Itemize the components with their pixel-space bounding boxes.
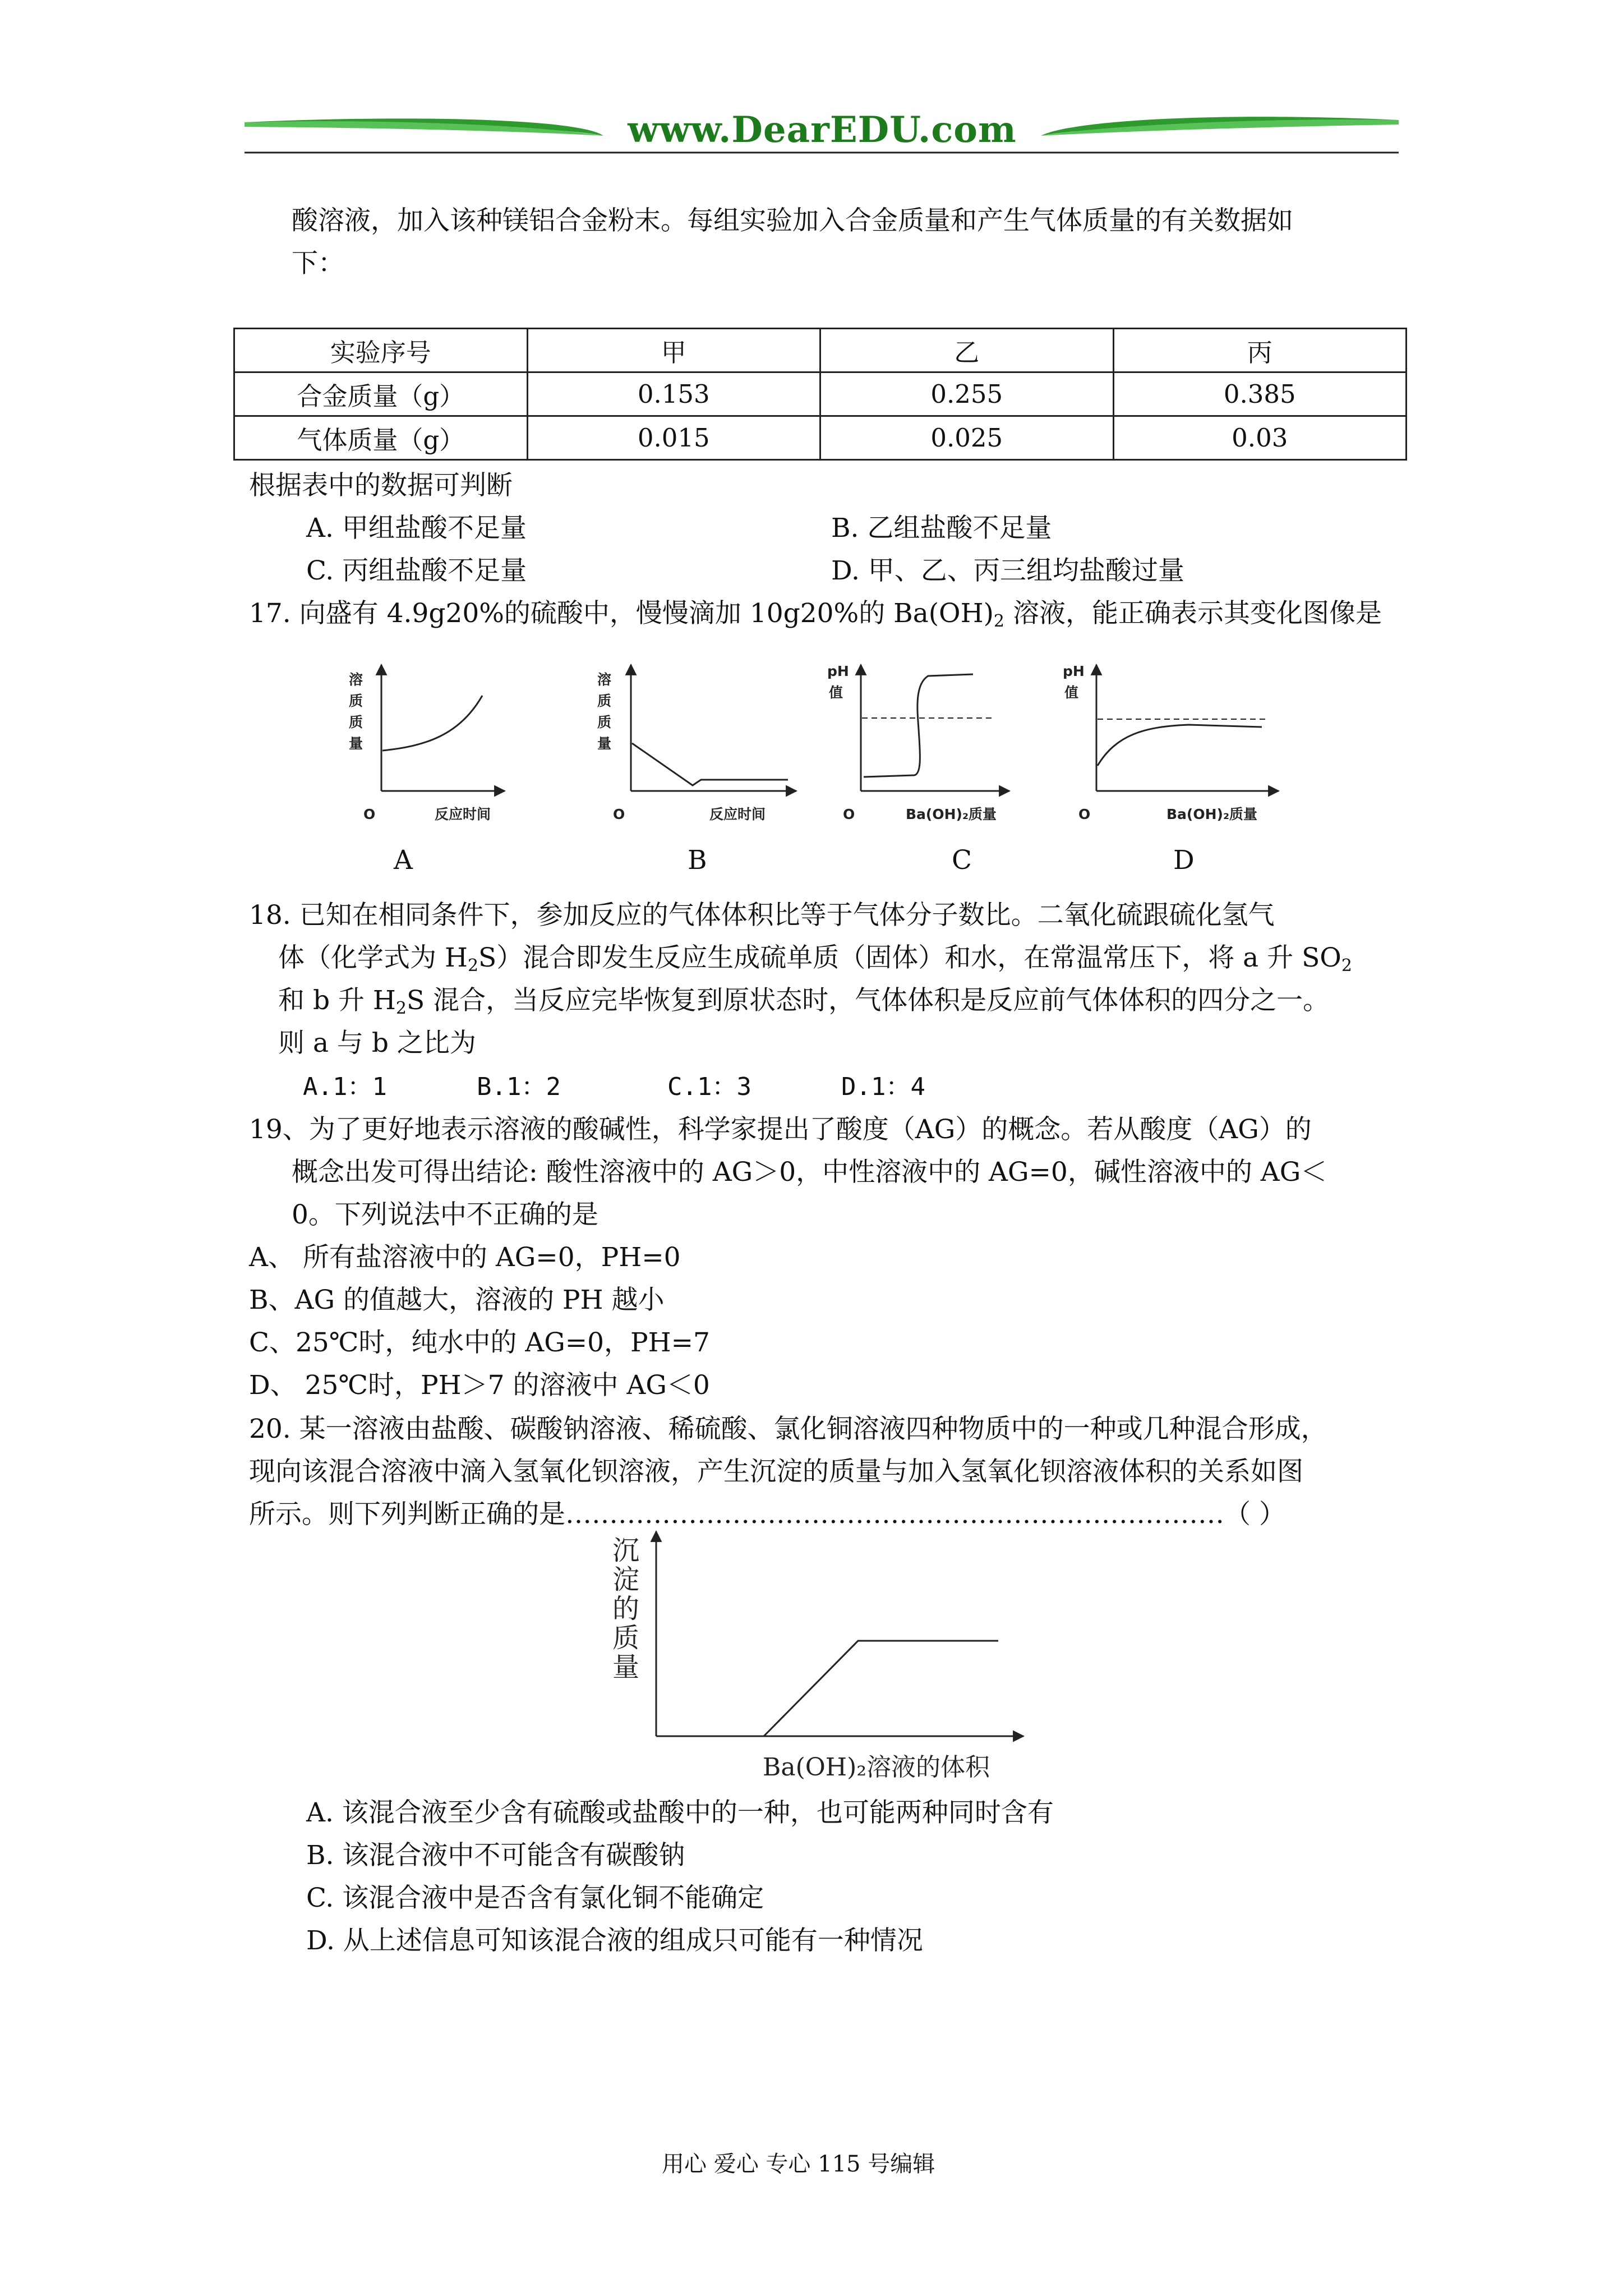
table-cell: 0.025 xyxy=(820,416,1114,460)
graph-d-ylabel-ph: pH xyxy=(1063,663,1085,679)
q18-line-3a: 和 b 升 H xyxy=(278,985,396,1016)
q17-stem-post: 溶液，能正确表示其变化图像是 xyxy=(1004,598,1382,629)
table-row xyxy=(234,372,1407,416)
graph-a-ylabel: 溶质质量 xyxy=(349,671,363,752)
table-header-row xyxy=(234,329,1407,372)
graph-d-curve xyxy=(1098,725,1262,766)
header-banner xyxy=(245,107,1399,157)
graph-d xyxy=(1063,663,1279,822)
q18-line-3b: S 混合，当反应完毕恢复到原状态时，气体体积是反应前气体体积的四分之一。 xyxy=(407,985,1330,1016)
q17-stem-pre: 17. 向盛有 4.9g20%的硫酸中，慢慢滴加 10g20%的 Ba(OH) xyxy=(249,598,994,629)
q19-option-c: C、25℃时，纯水中的 AG=0，PH=7 xyxy=(249,1327,710,1358)
q17-graphs xyxy=(314,651,1324,886)
q19-line-2: 概念出发可得出结论: 酸性溶液中的 AG＞0，中性溶液中的 AG=0，碱性溶液中的 AG＜ xyxy=(292,1157,1327,1188)
table-row xyxy=(234,416,1407,460)
q20-line-3: 所示。则下列判断正确的是…………………………………………………………………（ ） xyxy=(249,1499,1285,1530)
graph-a-origin: O xyxy=(363,806,376,822)
q16-stem: 根据表中的数据可判断 xyxy=(249,470,513,501)
intro-line-2: 下： xyxy=(292,248,344,279)
q18-line-1: 18. 已知在相同条件下，参加反应的气体体积比等于气体分子数比。二氧化硫跟硫化氢气 xyxy=(249,900,1275,931)
graph-d-origin: O xyxy=(1078,806,1091,822)
q20-graph xyxy=(600,1520,1049,1784)
table-cell: 0.153 xyxy=(527,372,820,416)
q20-line-1: 20. 某一溶液由盐酸、碳酸钠溶液、稀硫酸、氯化铜溶液四种物质中的一种或几种混合形成， xyxy=(249,1414,1327,1444)
q16-option-a: A. 甲组盐酸不足量 xyxy=(306,513,527,544)
q18-line-4: 则 a 与 b 之比为 xyxy=(278,1028,476,1059)
data-table xyxy=(233,328,1407,461)
q16-option-c: C. 丙组盐酸不足量 xyxy=(306,555,527,586)
graph-d-letter: D xyxy=(1173,845,1195,876)
graph-a-letter: A xyxy=(394,845,413,876)
q18-option-c: C.1：3 xyxy=(667,1073,751,1101)
table-cell: 气体质量（g） xyxy=(234,416,528,460)
graph-d-xlabel: Ba(OH)₂质量 xyxy=(1166,806,1257,822)
graph-b-origin: O xyxy=(613,806,625,822)
graph-c-letter: C xyxy=(952,845,972,876)
graph-b-curve xyxy=(632,743,788,785)
q16-option-d: D. 甲、乙、丙三组均盐酸过量 xyxy=(831,555,1184,586)
table-cell: 0.255 xyxy=(820,372,1114,416)
graph-d-ylabel-zhi: 值 xyxy=(1064,684,1079,701)
table-cell: 0.015 xyxy=(527,416,820,460)
graph-c-ylabel-zhi: 值 xyxy=(829,684,843,701)
graph-b xyxy=(597,665,796,822)
q19-line-3: 0。下列说法中不正确的是 xyxy=(292,1199,598,1230)
table-cell: 0.385 xyxy=(1113,372,1407,416)
q19-option-d: D、 25℃时，PH＞7 的溶液中 AG＜0 xyxy=(249,1370,710,1401)
table-header-cell: 实验序号 xyxy=(234,329,528,372)
graph-c-ylabel-ph: pH xyxy=(827,663,849,679)
q18-option-a: A.1：1 xyxy=(303,1073,387,1101)
q20-graph-ylabel: 沉淀的质量 xyxy=(612,1535,640,1683)
q20-option-c: C. 该混合液中是否含有氯化铜不能确定 xyxy=(306,1883,764,1913)
q18-line-2b: S）混合即发生反应生成硫单质（固体）和水，在常温常压下，将 a 升 SO xyxy=(478,942,1341,973)
q20-graph-xlabel: Ba(OH)₂溶液的体积 xyxy=(763,1753,990,1782)
q18-option-d: D.1：4 xyxy=(841,1073,925,1101)
q18-option-b: B.1：2 xyxy=(477,1073,561,1101)
q19-option-a: A、 所有盐溶液中的 AG=0，PH=0 xyxy=(249,1242,681,1273)
graph-a-curve xyxy=(382,696,482,751)
q20-option-a: A. 该混合液至少含有硫酸或盐酸中的一种，也可能两种同时含有 xyxy=(306,1797,1054,1828)
q19-option-b: B、AG 的值越大，溶液的 PH 越小 xyxy=(249,1285,665,1315)
q17-stem-sub: 2 xyxy=(993,611,1005,631)
graph-b-letter: B xyxy=(688,845,707,876)
q18-line-3: 和 b 升 $H_2S$ 混合，当反应完毕恢复到原状态时，气体体积是反应前气体体积的四分之一。 xyxy=(278,985,1330,1018)
q20-option-d: D. 从上述信息可知该混合液的组成只可能有一种情况 xyxy=(306,1925,923,1956)
table-header-cell: 丙 xyxy=(1113,329,1407,372)
graph-b-xlabel: 反应时间 xyxy=(709,806,766,822)
intro-line-1: 酸溶液，加入该种镁铝合金粉末。每组实验加入合金质量和产生气体质量的有关数据如 xyxy=(292,205,1293,236)
q20-graph-line xyxy=(764,1641,998,1736)
table-header-cell: 乙 xyxy=(820,329,1114,372)
q19-line-1: 19、为了更好地表示溶液的酸碱性，科学家提出了酸度（AG）的概念。若从酸度（AG）的 xyxy=(249,1114,1312,1145)
graph-c-xlabel: Ba(OH)₂质量 xyxy=(906,806,997,822)
site-logo: www.DearEDU.com xyxy=(628,109,1017,151)
q18-line-2: 体（化学式为 $H_2S$）混合即发生反应生成硫单质（固体）和水，在常温常压下，将 a 升 $SO_2$ xyxy=(278,942,1352,976)
q16-option-b: B. 乙组盐酸不足量 xyxy=(831,513,1052,544)
q20-option-b: B. 该混合液中不可能含有碳酸钠 xyxy=(306,1840,685,1871)
table-header-cell: 甲 xyxy=(527,329,820,372)
table-cell: 0.03 xyxy=(1113,416,1407,460)
page-footer: 用心 爱心 专心 115 号编辑 xyxy=(662,2151,935,2177)
q20-line-2: 现向该混合溶液中滴入氢氧化钡溶液，产生沉淀的质量与加入氢氧化钡溶液体积的关系如图 xyxy=(249,1456,1303,1487)
graph-b-ylabel: 溶质质量 xyxy=(597,671,612,752)
graph-a-xlabel: 反应时间 xyxy=(435,806,491,822)
graph-a xyxy=(349,665,505,822)
graph-c-curve xyxy=(864,674,973,777)
table-cell: 合金质量（g） xyxy=(234,372,528,416)
q18-line-2a: 体（化学式为 H xyxy=(278,942,468,973)
graph-c xyxy=(827,663,1009,822)
q17-stem xyxy=(249,598,1382,629)
graph-c-origin: O xyxy=(843,806,855,822)
